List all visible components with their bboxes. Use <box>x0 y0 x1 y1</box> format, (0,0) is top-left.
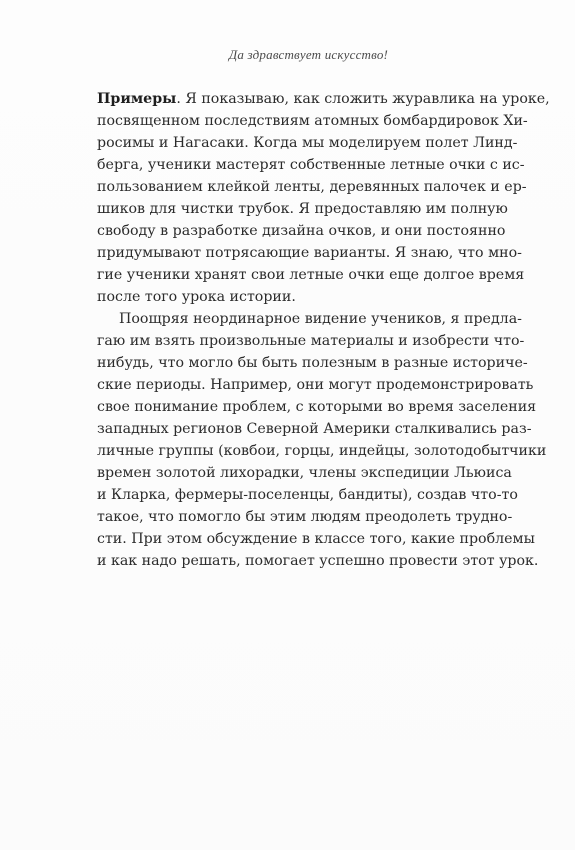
text-line: посвященном последствиям атомных бомбардировок Хи- <box>97 113 528 129</box>
text-line: берга, ученики мастерят собственные летные очки с ис- <box>97 157 525 173</box>
paragraph-lead-word: Примеры <box>97 91 177 107</box>
text-line: такое, что помогло бы этим людям преодолеть трудно- <box>97 509 513 525</box>
text-line: гаю им взять произвольные материалы и изобрести что- <box>97 333 525 349</box>
text-line: Поощряя неординарное видение учеников, я предла- <box>119 311 522 327</box>
text-line: нибудь, что могло бы быть полезным в разные историче- <box>97 355 528 371</box>
text-line: пользованием клейкой ленты, деревянных палочек и ер- <box>97 179 527 195</box>
text-line: личные группы (ковбои, горцы, индейцы, золотодобытчики <box>97 443 547 459</box>
text-line: свое понимание проблем, с которыми во время заселения <box>97 399 537 415</box>
running-header <box>0 47 575 63</box>
paragraph-examples <box>97 88 550 308</box>
text-line: и как надо решать, помогает успешно провести этот урок. <box>97 553 539 569</box>
text-line: после того урока истории. <box>97 289 296 305</box>
running-title: Да здравствует искусство! <box>228 47 389 62</box>
text-line: свободу в разработке дизайна очков, и они постоянно <box>97 223 506 239</box>
text-line: западных регионов Северной Америки сталкивались раз- <box>97 421 532 437</box>
body-text <box>97 88 550 572</box>
text-line: Примеры. Я показываю, как сложить журавлика на уроке, <box>97 91 550 107</box>
text-line: ские периоды. Например, они могут продемонстрировать <box>97 377 534 393</box>
text-line: и Кларка, фермеры-поселенцы, бандиты), создав что-то <box>97 487 518 503</box>
text-line: сти. При этом обсуждение в классе того, какие проблемы <box>97 531 535 547</box>
text-line: росимы и Нагасаки. Когда мы моделируем полет Линд- <box>97 135 518 151</box>
paragraph-materials <box>97 308 547 572</box>
text-line: времен золотой лихорадки, члены экспедиции Льюиса <box>97 465 512 481</box>
text-line: придумывают потрясающие варианты. Я знаю, что мно- <box>97 245 522 261</box>
text-line: гие ученики хранят свои летные очки еще долгое время <box>97 267 525 283</box>
text-line: шиков для чистки трубок. Я предоставляю им полную <box>97 201 508 217</box>
